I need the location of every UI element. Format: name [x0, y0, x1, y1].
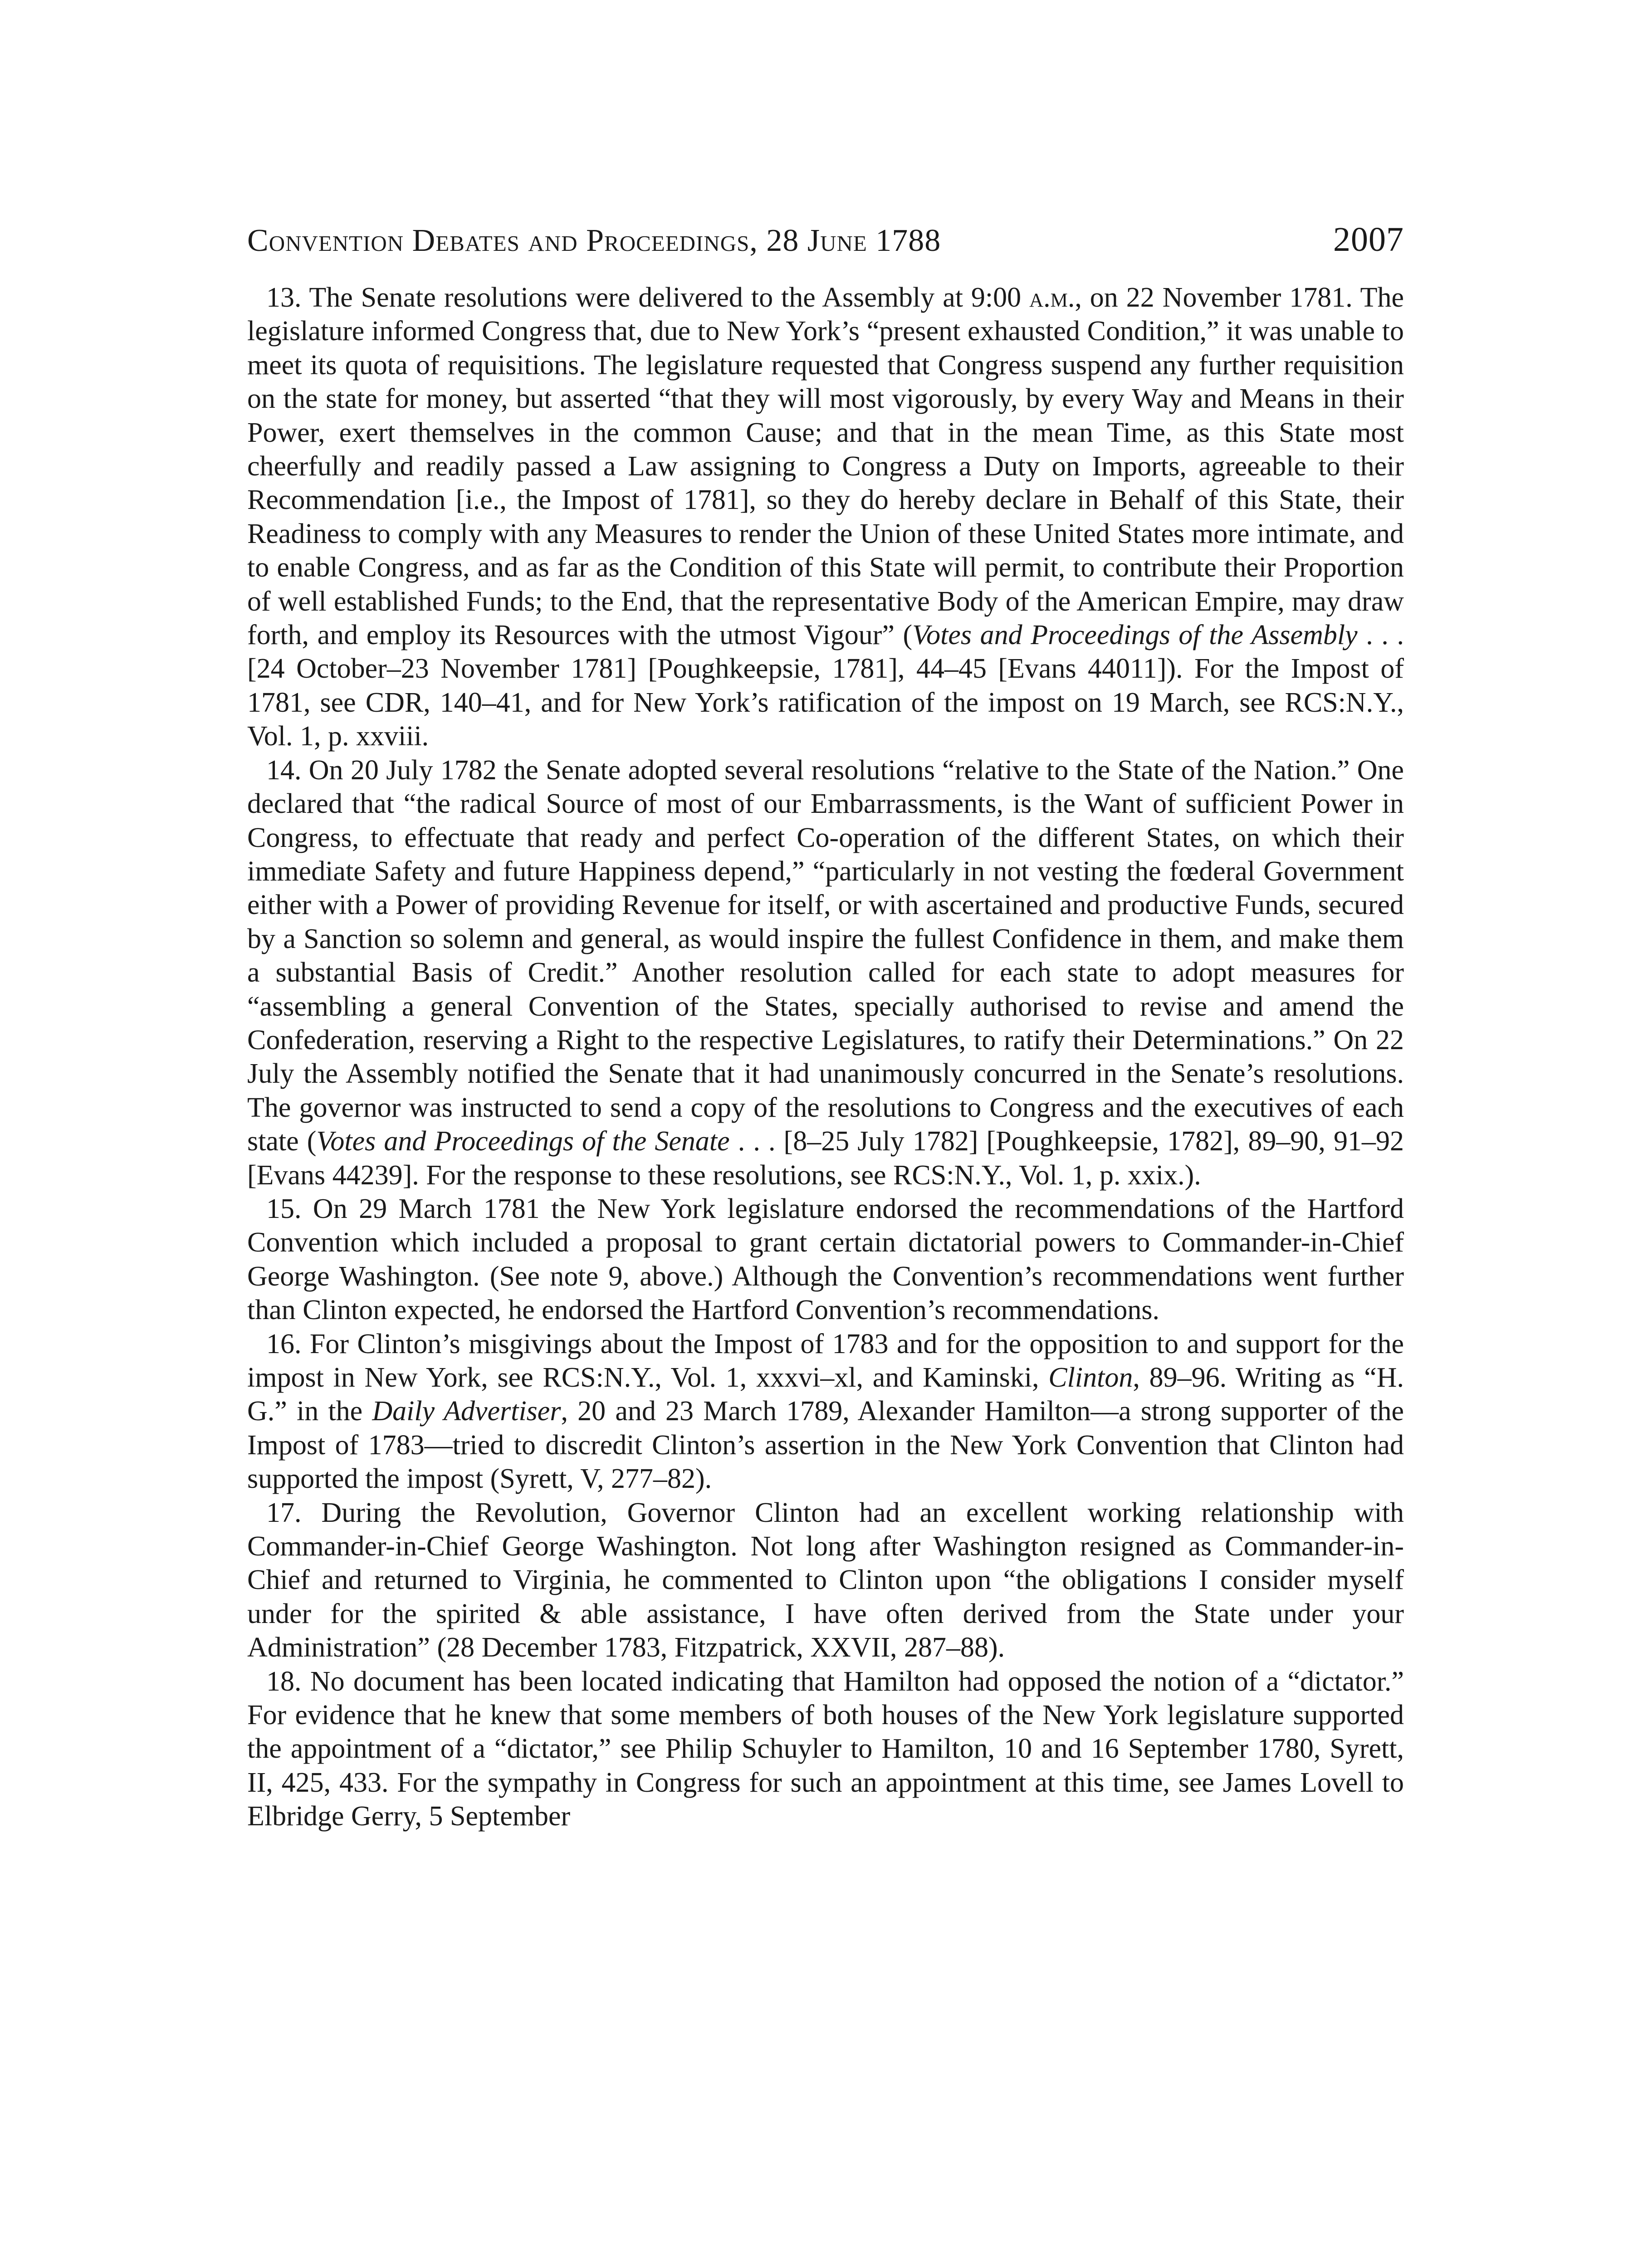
- note-number: 15.: [266, 1193, 302, 1224]
- note-segment: . . . [8–25 July 1782] [Poughkeepsie, 1782], 89–90, 91–92 [Evans 44239]. For the response to these resolutions, see RCS:N.Y., Vol. 1, p. xxix.).: [247, 1126, 1404, 1191]
- note-segment: . . . [24 October–23 November 1781] [Poughkeepsie, 1781], 44–45 [Evans 44011]). For the Impost of 1781, see CDR, 140–41, and for New York’s ratification of the impost on 19 March, see RCS:N.Y., Vol. 1, p. xxviii.: [247, 620, 1404, 752]
- endnote-13: [247, 281, 1404, 753]
- note-segment: a.m.: [1029, 282, 1075, 313]
- note-segment: , on 22 November 1781. The legislature informed Congress that, due to New York’s “present exhausted Condition,” it was unable to meet its quota of requisitions. The legislature requested that Congress suspend any further requisition on the state for money, but asserted “that they will most vigorously, by every Way and Means in their Power, exert themselves in the common Cause; and that in the mean Time, as this State most cheerfully and readily passed a Law assigning to Congress a Duty on Imports, agreeable to their Recommendation [i.e., the Impost of 1781], so they do hereby declare in Behalf of this State, their Readiness to comply with any Measures to render the Union of these United States more intimate, and to enable Congress, and as far as the Condition of this State will permit, to contribute their Proportion of well established Funds; to the End, that the representative Body of the American Empire, may draw forth, and employ its Resources with the utmost Vigour” (: [247, 282, 1404, 651]
- note-segment: On 29 March 1781 the New York legislature endorsed the recommendations of the Hartford Convention which included a proposal to grant certain dictatorial powers to Commander-in-Chief George Washington. (See note 9, above.) Although the Convention’s recommendations went further than Clinton expected, he endorsed the Hartford Convention’s recommendations.: [247, 1193, 1404, 1326]
- page-number: 2007: [1333, 220, 1404, 259]
- note-segment: , 20 and 23 March 1789, Alexander Hamilton—a strong supporter of the Impost of 1783—tried to discredit Clinton’s assertion in the New York Convention that Clinton had supported the impost (Syrett, V, 277–82).: [247, 1396, 1404, 1495]
- note-number: 14.: [266, 754, 302, 786]
- note-segment: Votes and Proceedings of the Senate: [316, 1126, 730, 1157]
- note-segment: During the Revolution, Governor Clinton had an excellent working relationship with Commander-in-Chief George Washington. Not long after Washington resigned as Commander-in-Chief and returned to Virginia, he commented to Clinton upon “the obligations I consider myself under for the spirited & able assistance, I have often derived from the State under your Administration” (28 December 1783, Fitzpatrick, XXVII, 287–88).: [247, 1497, 1404, 1663]
- note-segment: For Clinton’s misgivings about the Impost of 1783 and for the opposition to and support for the impost in New York, see RCS:N.Y., Vol. 1, xxxvi–xl, and Kaminski,: [247, 1328, 1404, 1393]
- running-head: [247, 217, 1404, 264]
- endnote-14: [247, 753, 1404, 1192]
- document-page: [247, 217, 1404, 1833]
- running-head-title: Convention Debates and Proceedings, 28 June 1788: [247, 223, 941, 258]
- note-segment: The Senate resolutions were delivered to the Assembly at 9:00: [309, 282, 1030, 313]
- note-segment: No document has been located indicating that Hamilton had opposed the notion of a “dictator.” For evidence that he knew that some members of both houses of the New York legislature supported the appointment of a “dictator,” see Philip Schuyler to Hamilton, 10 and 16 September 1780, Syrett, II, 425, 433. For the sympathy in Congress for such an appointment at this time, see James Lovell to Elbridge Gerry, 5 September: [247, 1666, 1404, 1832]
- note-number: 16.: [266, 1328, 302, 1359]
- note-number: 13.: [266, 282, 302, 313]
- endnote-17: [247, 1496, 1404, 1665]
- endnote-15: [247, 1192, 1404, 1327]
- note-segment: Clinton: [1048, 1362, 1133, 1393]
- note-number: 18.: [266, 1666, 302, 1697]
- endnotes: [247, 281, 1404, 1833]
- endnote-18: [247, 1665, 1404, 1833]
- note-segment: Daily Advertiser: [372, 1396, 561, 1427]
- note-number: 17.: [266, 1497, 302, 1528]
- endnote-16: [247, 1327, 1404, 1496]
- note-segment: On 20 July 1782 the Senate adopted several resolutions “relative to the State of the Nation.” One declared that “the radical Source of most of our Embarrassments, is the Want of sufficient Power in Congress, to effectuate that ready and perfect Co-operation of the different States, on which their immediate Safety and future Happiness depend,” “particularly in not vesting the fœderal Government either with a Power of providing Revenue for itself, or with ascertained and productive Funds, secured by a Sanction so solemn and general, as would inspire the fullest Confidence in them, and make them a substantial Basis of Credit.” Another resolution called for each state to adopt measures for “assembling a general Convention of the States, specially authorised to revise and amend the Confederation, reserving a Right to the respective Legislatures, to ratify their Determinations.” On 22 July the Assembly notified the Senate that it had unanimously concurred in the Senate’s resolutions. The governor was instructed to send a copy of the resolutions to Congress and the executives of each state (: [247, 754, 1404, 1157]
- note-segment: Votes and Proceedings of the Assembly: [912, 620, 1358, 651]
- note-segment: , 89–96. Writing as “H. G.” in the: [247, 1362, 1404, 1427]
